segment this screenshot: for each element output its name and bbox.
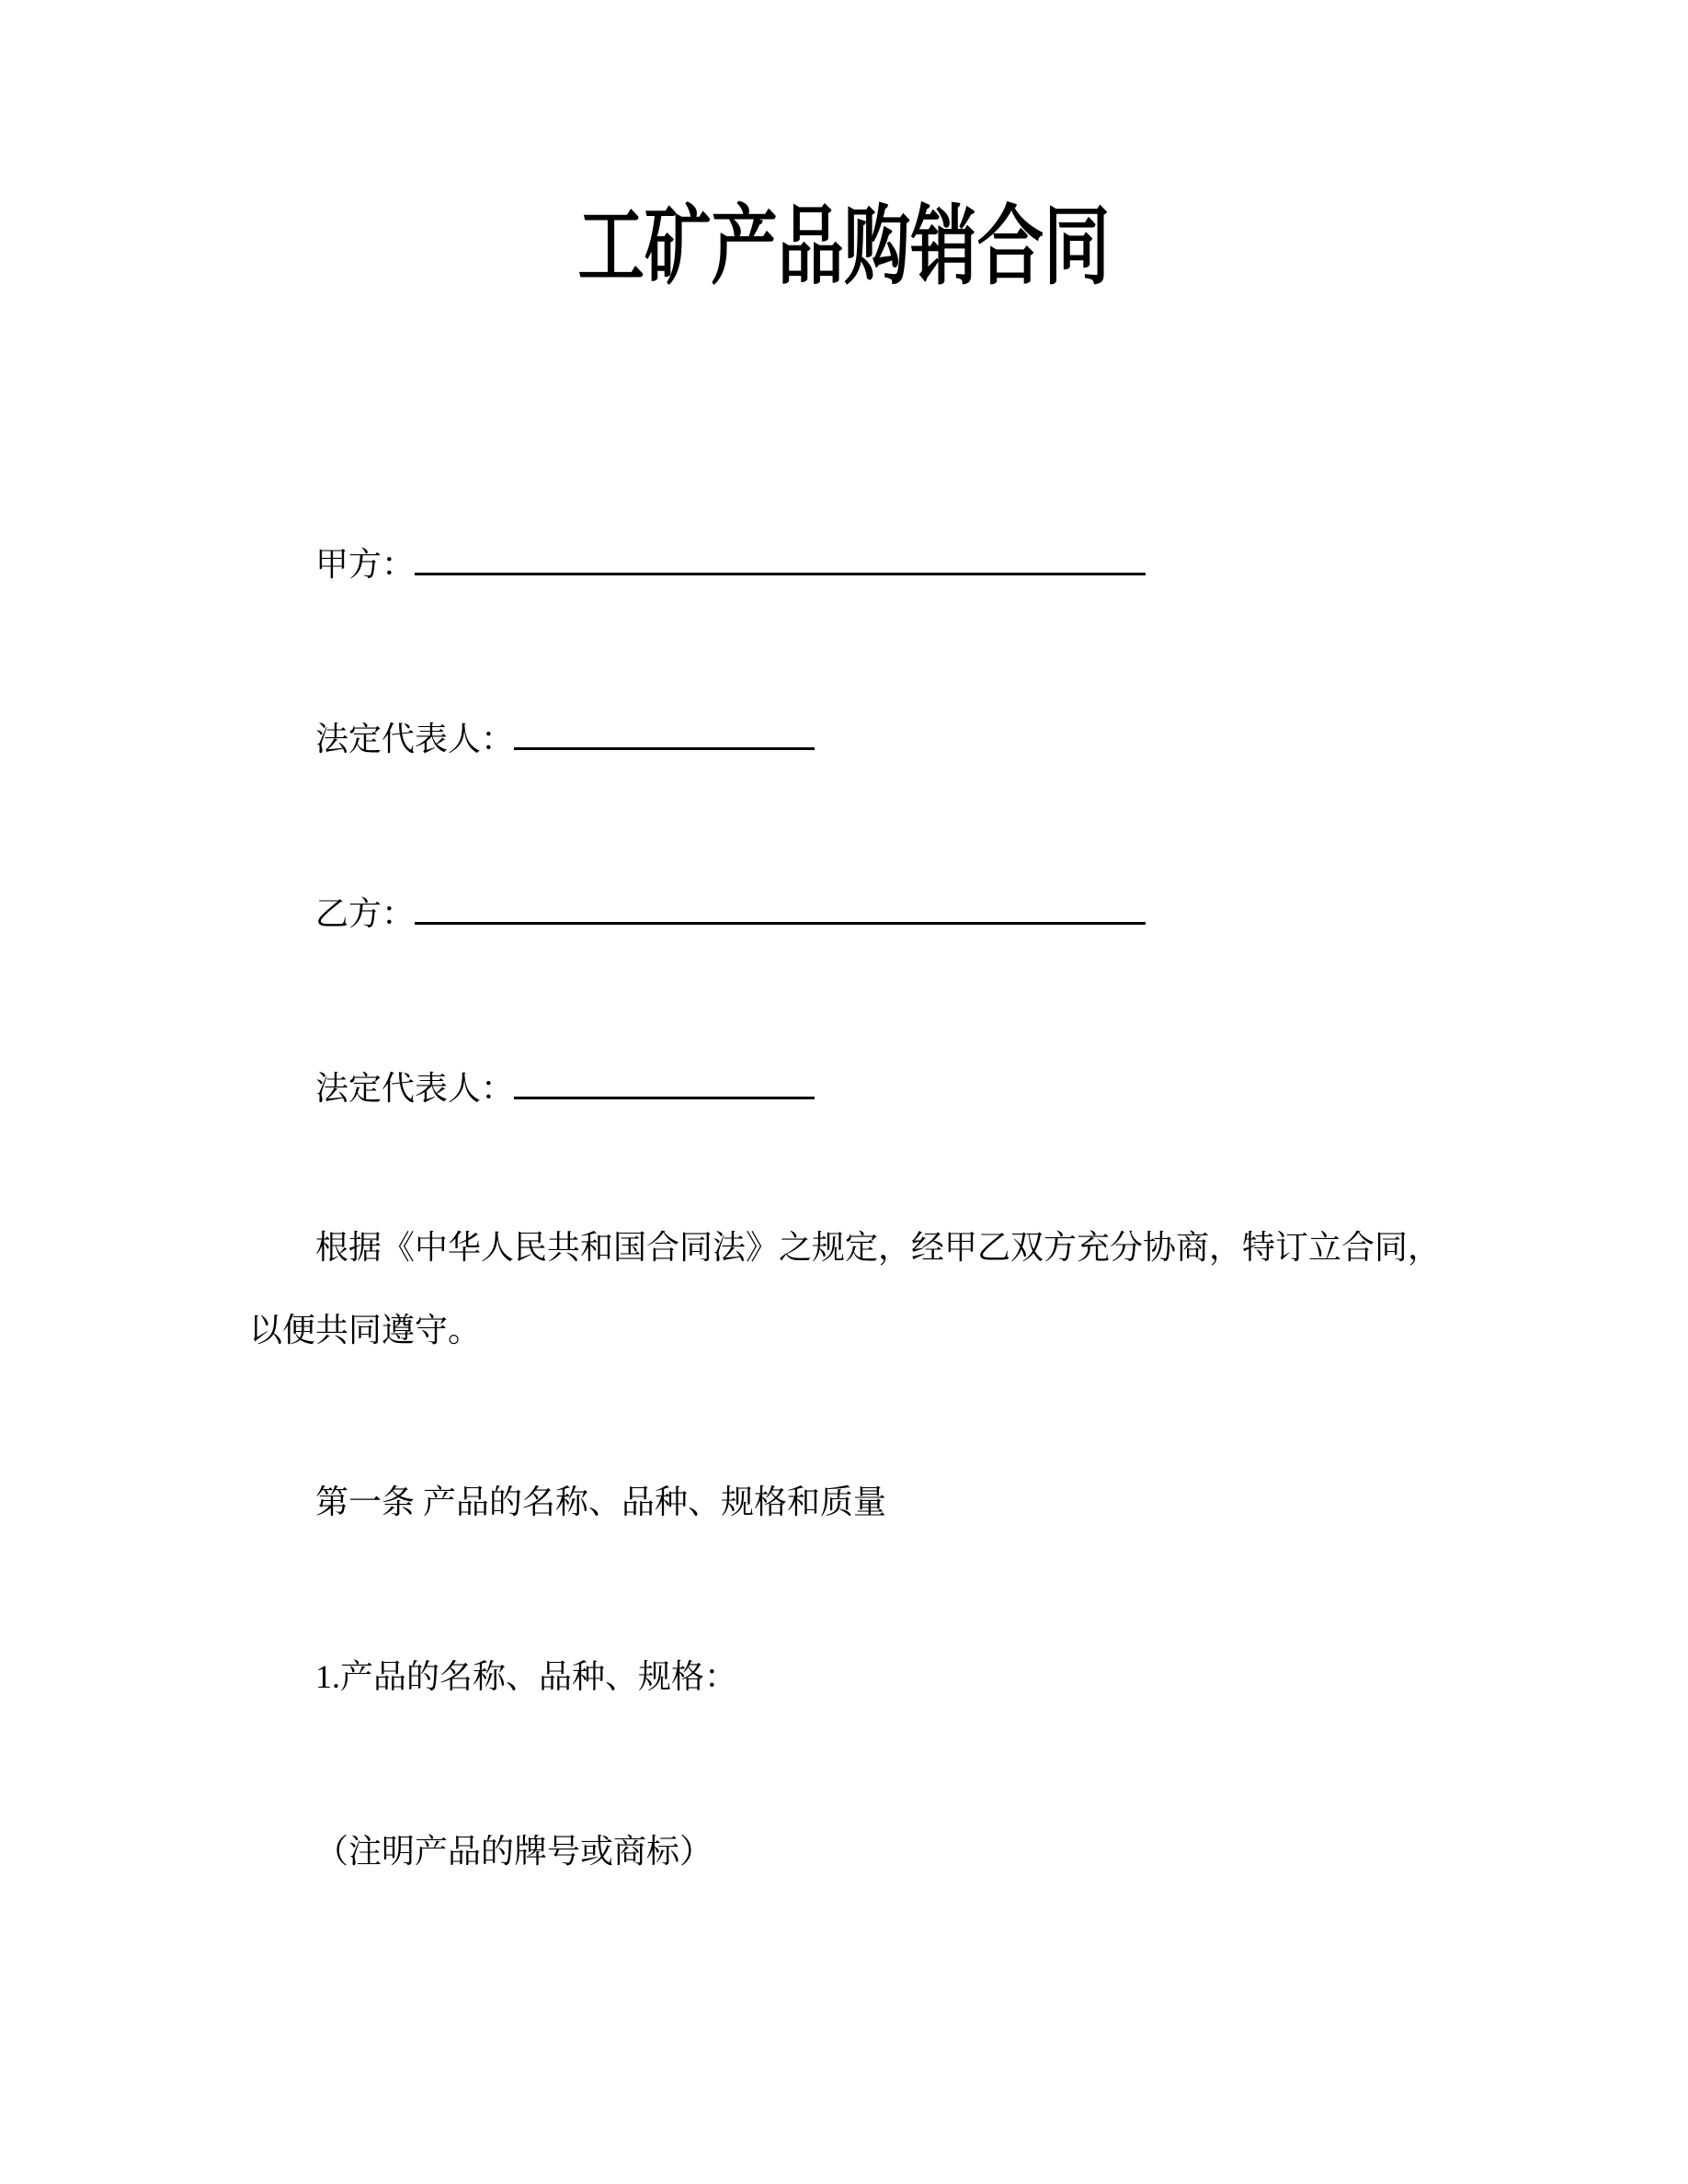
party-b-blank-line[interactable] <box>415 922 1146 925</box>
document-title-text: 工矿产品购销合同 <box>577 198 1111 294</box>
legal-representative-b-row <box>249 1066 1441 1110</box>
clause-1-note: （注明产品的牌号或商标） <box>315 1833 713 1870</box>
document-title <box>0 195 1688 298</box>
party-a-row <box>249 542 1441 586</box>
legal-representative-a-label: 法定代表人： <box>315 721 515 757</box>
party-a-label: 甲方： <box>315 546 416 583</box>
party-a-blank-line[interactable] <box>415 573 1146 575</box>
party-b-label: 乙方： <box>315 895 416 932</box>
clause-1-item-1: 1.产品的名称、品种、规格： <box>315 1658 738 1695</box>
legal-representative-a-row <box>249 717 1441 761</box>
legal-representative-a-blank-line[interactable] <box>514 747 815 750</box>
legal-representative-b-label: 法定代表人： <box>315 1070 515 1107</box>
party-b-row <box>249 892 1441 936</box>
intro-paragraph: 根据《中华人民共和国合同法》之规定，经甲乙双方充分协商，特订立合同，以便共同遵守。 <box>249 1229 1442 1348</box>
clause-1-heading: 第一条 产品的名称、品种、规格和质量 <box>315 1484 887 1520</box>
legal-representative-b-blank-line[interactable] <box>514 1097 815 1099</box>
